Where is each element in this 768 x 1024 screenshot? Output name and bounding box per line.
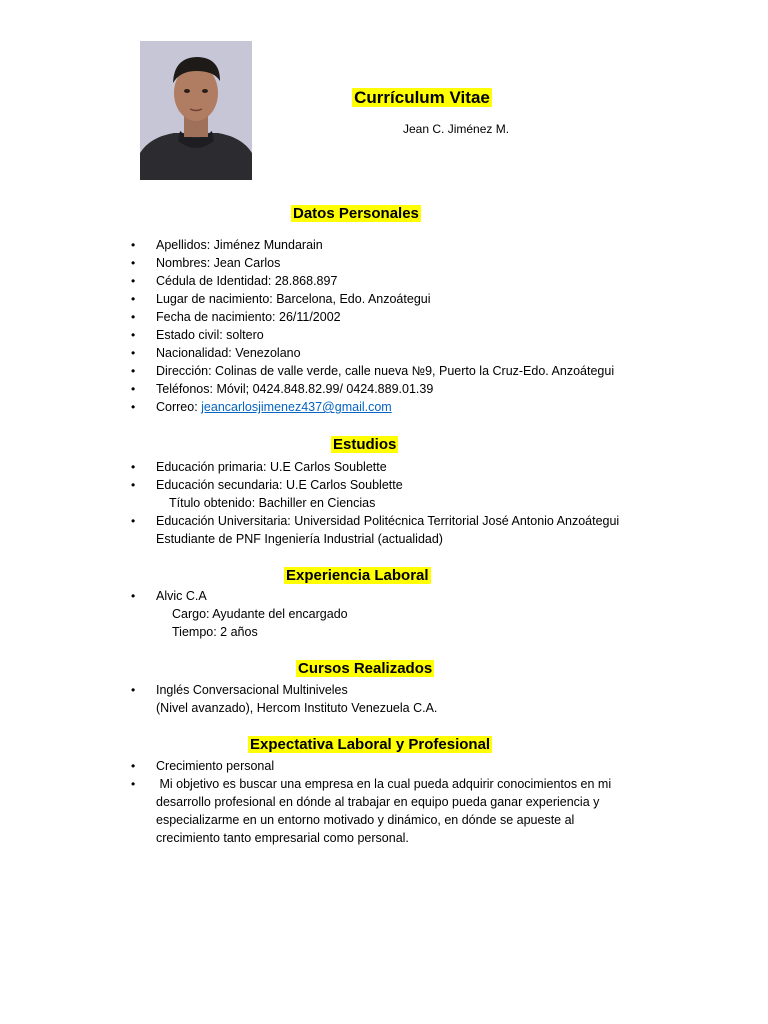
section-heading-expectation: Expectativa Laboral y Profesional (250, 736, 491, 753)
section-heading-courses: Cursos Realizados (298, 660, 433, 677)
expectation-list (131, 757, 751, 793)
section-heading-experience: Experiencia Laboral (286, 567, 429, 584)
job-position: Cargo: Ayudante del encargado (172, 607, 348, 621)
list-item: • Educación Universitaria: Universidad Politécnica Territorial José Antonio Anzoátegui (131, 514, 620, 528)
personal-data-list (131, 236, 751, 416)
list-item: • Nombres: Jean Carlos (131, 256, 281, 270)
section-heading-studies: Estudios (333, 436, 397, 453)
cv-title-wrap (0, 88, 768, 108)
list-item: • Educación primaria: U.E Carlos Soublette (131, 460, 387, 474)
job-time: Tiempo: 2 años (172, 625, 258, 639)
person-portrait-icon (140, 41, 252, 180)
courses-list (131, 681, 751, 699)
list-item: • Cédula de Identidad: 28.868.897 (131, 274, 338, 288)
list-item: • Estado civil: soltero (131, 328, 264, 342)
list-item: • Educación secundaria: U.E Carlos Soublette (131, 478, 403, 492)
expectation-line: crecimiento tanto empresarial como personal. (156, 831, 409, 845)
current-studies: Estudiante de PNF Ingeniería Industrial (actualidad) (156, 532, 443, 546)
email-link[interactable]: jeancarlosjimenez437@gmail.com (201, 400, 392, 414)
cv-title: Currículum Vitae (354, 88, 490, 107)
candidate-name: Jean C. Jiménez M. (403, 122, 510, 136)
email-label: Correo: (156, 400, 202, 414)
list-item: • Dirección: Colinas de valle verde, calle nueva №9, Puerto la Cruz-Edo. Anzoátegui (131, 364, 615, 378)
list-item: • Inglés Conversacional Multiniveles (131, 683, 348, 697)
list-item: • Correo: jeancarlosjimenez437@gmail.com (131, 400, 392, 414)
list-item: • Lugar de nacimiento: Barcelona, Edo. Anzoátegui (131, 292, 431, 306)
section-heading-personal: Datos Personales (293, 205, 419, 222)
experience-list (131, 587, 751, 605)
title-obtained: Título obtenido: Bachiller en Ciencias (169, 496, 376, 510)
list-item: • Mi objetivo es buscar una empresa en la cual pueda adquirir conocimientos en mi (131, 777, 612, 791)
course-detail: (Nivel avanzado), Hercom Instituto Venezuela C.A. (156, 701, 438, 715)
list-item: • Crecimiento personal (131, 759, 275, 773)
studies-list (131, 458, 751, 494)
list-item: • Fecha de nacimiento: 26/11/2002 (131, 310, 341, 324)
profile-photo (140, 41, 252, 180)
list-item: • Alvic C.A (131, 589, 207, 603)
studies-list-university (131, 512, 751, 530)
list-item: • Nacionalidad: Venezolano (131, 346, 301, 360)
list-item: • Apellidos: Jiménez Mundarain (131, 238, 323, 252)
expectation-line: desarrollo profesional en dónde al trabajar en equipo pueda ganar experiencia y (156, 795, 600, 809)
list-item: • Teléfonos: Móvil; 0424.848.82.99/ 0424.889.01.39 (131, 382, 434, 396)
expectation-line: especializarme en un entorno motivado y dinámico, en dónde se apueste al (156, 813, 575, 827)
